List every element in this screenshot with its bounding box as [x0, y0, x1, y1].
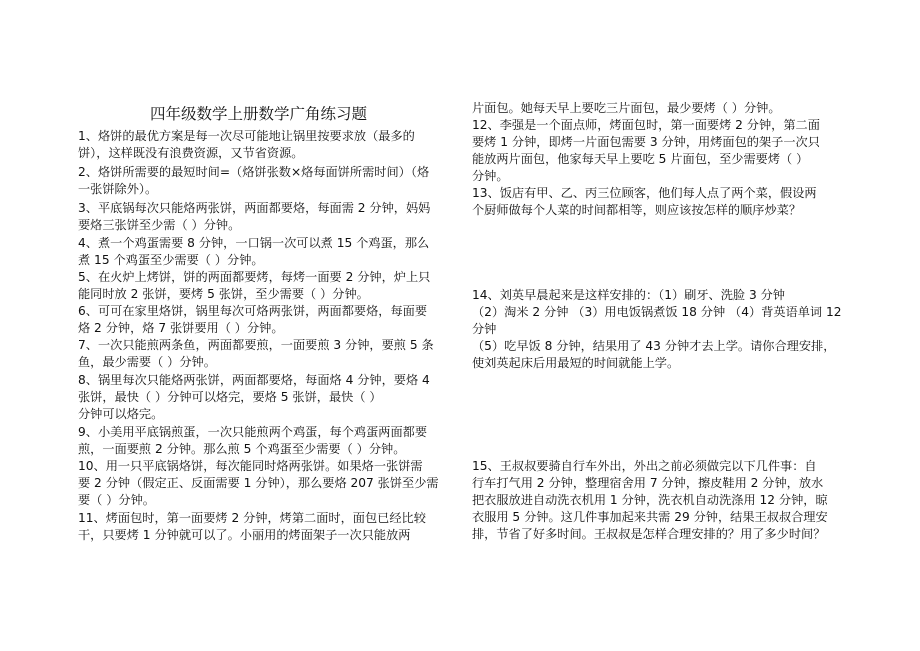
question-line: 10、用一只平底锅烙饼，每次能同时烙两张饼。如果烙一张饼需 [78, 459, 423, 473]
question-line: 能同时放 2 张饼，要烤 5 张饼，至少需要（ ）分钟。 [78, 287, 369, 301]
question-q1 [78, 128, 452, 162]
question-line: 11、烤面包时，第一面要烤 2 分钟，烤第二面时，面包已经比较 [78, 511, 426, 525]
question-line: 干，只要烤 1 分钟就可以了。小丽用的烤面架子一次只能放两 [78, 528, 411, 542]
question-line: （2）淘米 2 分钟 （3）用电饭锅煮饭 18 分钟 （4）背英语单词 12 [472, 305, 842, 319]
question-line: 把衣服放进自动洗衣机用 1 分钟，洗衣机自动洗涤用 12 分钟，晾 [472, 493, 828, 507]
question-q11 [78, 510, 452, 544]
question-line: 1、烙饼的最优方案是每一次尽可能地让锅里按要求放（最多的 [78, 129, 415, 143]
question-line: 衣服用 5 分钟。这几件事加起来共需 29 分钟，结果王叔叔合理安 [472, 510, 828, 524]
question-line: 分钟 [472, 322, 497, 336]
question-q3 [78, 200, 452, 234]
question-q15 [472, 458, 864, 543]
question-line: 7、一次只能煎两条鱼，两面都要煎，一面要煎 3 分钟，要煎 5 条 [78, 338, 434, 352]
question-q7 [78, 337, 452, 371]
question-line: 分钟可以烙完。 [78, 407, 164, 421]
question-line: 12、李强是一个面点师，烤面包时，第一面要烤 2 分钟，第二面 [472, 118, 820, 132]
question-line: 行车打气用 2 分钟，整理宿舍用 7 分钟，擦皮鞋用 2 分钟，放水 [472, 476, 824, 490]
question-line: 煮 15 个鸡蛋至少需要（ ）分钟。 [78, 253, 264, 267]
question-q2 [78, 164, 452, 198]
question-line: 烙 2 分钟，烙 7 张饼要用（ ）分钟。 [78, 321, 284, 335]
question-q4 [78, 235, 452, 269]
question-line: 要（ ）分钟。 [78, 493, 155, 507]
question-q9 [78, 424, 452, 458]
question-line: 个厨师做每个人菜的时间都相等，则应该按怎样的顺序炒菜？ [472, 203, 802, 217]
question-line: 15、王叔叔要骑自行车外出，外出之前必须做完以下几件事：自 [472, 459, 817, 473]
question-line: 能放两片面包，他家每天早上要吃 5 片面包，至少需要烤（ ） [472, 152, 809, 166]
question-line: 2、烙饼所需要的最短时间=（烙饼张数×烙每面饼所需时间）（烙 [78, 165, 430, 179]
question-line: 14、刘英早晨起来是这样安排的：（1）刷牙、洗脸 3 分钟 [472, 288, 785, 302]
question-line: 张饼，最快（ ）分钟可以烙完，要烙 5 张饼，最快（ ） [78, 390, 382, 404]
question-line: 饼），这样既没有浪费资源，又节省资源。 [78, 146, 304, 160]
page-title: 四年级数学上册数学广角练习题 [150, 105, 368, 123]
question-q12 [472, 117, 864, 185]
question-line: 排，节省了好多时间。王叔叔是怎样合理安排的？用了多少时间？ [472, 527, 826, 541]
question-q8 [78, 372, 452, 423]
question-line: 煎，一面要煎 2 分钟。那么煎 5 个鸡蛋至少需要（ ）分钟。 [78, 442, 406, 456]
question-q5 [78, 269, 452, 303]
question-line: 分钟。 [472, 169, 509, 183]
question-line: 使刘英起床后用最短的时间就能上学。 [472, 356, 680, 370]
question-line: 8、锅里每次只能烙两张饼，两面都要烙，每面烙 4 分钟，要烙 4 [78, 373, 430, 387]
question-line: 鱼，最少需要（ ）分钟。 [78, 355, 216, 369]
question-q13 [472, 185, 864, 219]
question-line: 要 2 分钟（假定正、反面需要 1 分钟），那么要烙 207 张饼至少需 [78, 476, 439, 490]
question-line: 片面包。她每天早上要吃三片面包，最少要烤（ ）分钟。 [472, 101, 781, 115]
question-q10 [78, 458, 452, 509]
question-line: 9、小美用平底锅煎蛋，一次只能煎两个鸡蛋，每个鸡蛋两面都要 [78, 425, 428, 439]
question-q11c [472, 100, 864, 117]
question-line: 4、煮一个鸡蛋需要 8 分钟，一口锅一次可以煮 15 个鸡蛋，那么 [78, 236, 430, 250]
question-line: 6、可可在家里烙饼，锅里每次可烙两张饼，两面都要烙，每面要 [78, 304, 428, 318]
question-line: 要烤 1 分钟，即烤一片面包需要 3 分钟，用烤面包的架子一次只 [472, 135, 820, 149]
question-q6 [78, 303, 452, 337]
question-line: 要烙三张饼至少需（ ）分钟。 [78, 218, 241, 232]
question-line: 5、在火炉上烤饼，饼的两面都要烤，每烤一面要 2 分钟，炉上只 [78, 270, 431, 284]
question-line: （5）吃早饭 8 分钟，结果用了 43 分钟才去上学。请你合理安排， [472, 339, 836, 353]
question-line: 一张饼除外）。 [78, 182, 158, 196]
question-line: 3、平底锅每次只能烙两张饼，两面都要烙，每面需 2 分钟，妈妈 [78, 201, 431, 215]
question-q14 [472, 287, 864, 372]
question-line: 13、饭店有甲、乙、丙三位顾客，他们每人点了两个菜，假设两 [472, 186, 817, 200]
